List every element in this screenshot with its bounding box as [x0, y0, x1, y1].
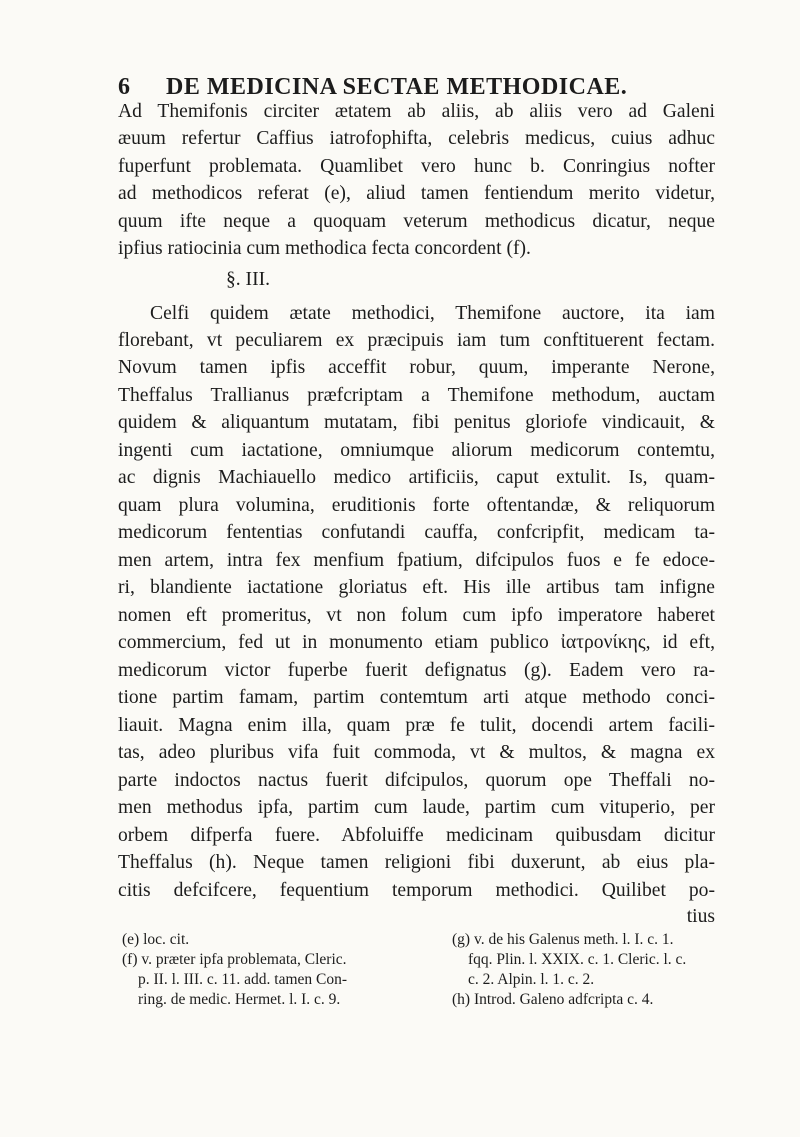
text-line: ingenti cum iactatione, omniumque aliorum medicorum contemtu, — [118, 440, 715, 461]
text-line: Novum tamen ipfis acceffit robur, quum, imperante Nerone, — [118, 357, 715, 378]
running-title: DE MEDICINA SECTAE METHODICAE. — [166, 74, 628, 100]
text-line: ad methodicos referat (e), aliud tamen fentiendum merito videtur, — [118, 183, 715, 204]
text-line: quam plura volumina, eruditionis forte oftentandæ, & reliquorum — [118, 495, 715, 516]
text-line: ac dignis Machiauello medico artificiis, caput extulit. Is, quam- — [118, 467, 715, 488]
text-line: Theffalus Trallianus præfcriptam a Themifone methodum, auctam — [118, 385, 715, 406]
footnote-e: (e) loc. cit. — [122, 931, 190, 948]
text-line: medicorum fententias confutandi cauffa, confcripfit, medicam ta- — [118, 522, 715, 543]
text-line: Celfi quidem ætate methodici, Themifone auctore, ita iam — [150, 303, 715, 324]
text-line: fuperfunt problemata. Quamlibet vero hunc b. Conringius nofter — [118, 156, 715, 177]
text-line: citis defcifcere, fequentium temporum methodici. Quilibet po- — [118, 880, 715, 901]
footnote-g: (g) v. de his Galenus meth. l. I. c. 1. — [452, 931, 674, 948]
text-line: ri, blandiente iactatione gloriatus eft. His ille artibus tam infigne — [118, 577, 715, 598]
text-line: quum ifte neque a quoquam veterum methodicus dicatur, neque — [118, 211, 715, 232]
catchword: tius — [686, 906, 715, 927]
footnote-g-cont: c. 2. Alpin. l. 1. c. 2. — [468, 971, 595, 988]
text-line: nomen eft promeritus, vt non folum cum ipfo imperatore haberet — [118, 605, 715, 626]
text-line: ipfius ratiocinia cum methodica fecta concordent (f). — [118, 238, 531, 259]
text-line: quidem & aliquantum mutatam, fibi penitus gloriofe vindicauit, & — [118, 412, 715, 433]
text-line: commercium, fed ut in monumento etiam publico ἰατρονίκης, id eft, — [118, 632, 715, 653]
text-line: liauit. Magna enim illa, quam præ fe tulit, docendi artem facili- — [118, 715, 715, 736]
footnote-f: (f) v. præter ipfa problemata, Cleric. — [122, 951, 347, 968]
text-line: medicorum victor fuperbe fuerit defignatus (g). Eadem vero ra- — [118, 660, 715, 681]
text-line: Theffalus (h). Neque tamen religioni fibi duxerunt, ab eius pla- — [118, 852, 715, 873]
text-line: florebant, vt peculiarem ex præcipuis iam tum conftituerent fectam. — [118, 330, 715, 351]
section-heading: §. III. — [225, 269, 271, 290]
footnote-g-cont: fqq. Plin. l. XXIX. c. 1. Cleric. l. c. — [468, 951, 687, 968]
footnote-f-cont: ring. de medic. Hermet. l. I. c. 9. — [138, 991, 341, 1008]
text-line: Ad Themifonis circiter ætatem ab aliis, ab aliis vero ad Galeni — [118, 101, 715, 122]
text-line: orbem difperfa fuere. Abfoluiffe medicinam quibusdam dicitur — [118, 825, 715, 846]
text-line: æuum refertur Caffius iatrofophifta, celebris medicus, cuius adhuc — [118, 128, 715, 149]
page-number: 6 — [118, 74, 131, 100]
text-line: men artem, intra fex menfium fpatium, difcipulos fuos e fe edoce- — [118, 550, 715, 571]
footnote-h: (h) Introd. Galeno adfcripta c. 4. — [452, 991, 654, 1008]
text-line: parte indoctos nactus fuerit difcipulos, quorum ope Theffali no- — [118, 770, 715, 791]
text-line: men methodus ipfa, partim cum laude, partim cum vituperio, per — [118, 797, 715, 818]
footnote-f-cont: p. II. l. III. c. 11. add. tamen Con- — [138, 971, 348, 988]
text-line: tione partim famam, partim contemtum arti atque methodo conci- — [118, 687, 715, 708]
text-line: tas, adeo pluribus vifa fuit commoda, vt & multos, & magna ex — [118, 742, 715, 763]
